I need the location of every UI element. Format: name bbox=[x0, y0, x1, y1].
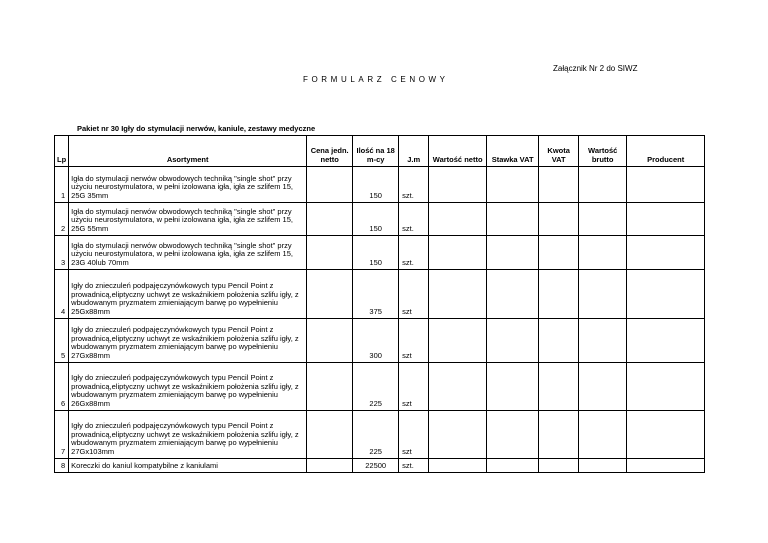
row-vat-rate bbox=[487, 411, 539, 459]
row-unit: szt bbox=[399, 270, 429, 319]
row-gross-value bbox=[579, 319, 627, 363]
row-vat-rate bbox=[487, 203, 539, 236]
row-gross-value bbox=[579, 411, 627, 459]
row-vat-rate bbox=[487, 319, 539, 363]
row-lp: 4 bbox=[55, 270, 69, 319]
row-gross-value bbox=[579, 363, 627, 411]
row-net-value bbox=[429, 319, 487, 363]
row-price bbox=[307, 167, 353, 203]
row-unit: szt bbox=[399, 363, 429, 411]
table-row bbox=[55, 363, 705, 411]
table-row bbox=[55, 270, 705, 319]
row-price bbox=[307, 203, 353, 236]
table-header-row bbox=[55, 136, 705, 167]
row-qty: 225 bbox=[353, 411, 399, 459]
row-desc: Igła do stymulacji nerwów obwodowych techniką "single shot" przy użyciu neurostymulatora, w pełni izolowana igła, igła ze szlifem 15, 23G 40lub 70mm bbox=[69, 236, 307, 270]
row-gross-value bbox=[579, 203, 627, 236]
row-qty: 300 bbox=[353, 319, 399, 363]
row-qty: 225 bbox=[353, 363, 399, 411]
table-row bbox=[55, 236, 705, 270]
row-price bbox=[307, 411, 353, 459]
row-desc: Igła do stymulacji nerwów obwodowych techniką "single shot" przy użyciu neurostymulatora, w pełni izolowana igła, igła ze szlifem 15, 25G 35mm bbox=[69, 167, 307, 203]
row-unit: szt. bbox=[399, 459, 429, 473]
row-qty: 150 bbox=[353, 203, 399, 236]
row-unit: szt bbox=[399, 411, 429, 459]
row-net-value bbox=[429, 459, 487, 473]
row-vat-amount bbox=[539, 167, 579, 203]
row-unit: szt. bbox=[399, 167, 429, 203]
row-producer bbox=[627, 270, 705, 319]
table-row bbox=[55, 319, 705, 363]
row-qty: 150 bbox=[353, 236, 399, 270]
table-row bbox=[55, 203, 705, 236]
row-vat-amount bbox=[539, 459, 579, 473]
row-lp: 8 bbox=[55, 459, 69, 473]
row-net-value bbox=[429, 203, 487, 236]
row-vat-amount bbox=[539, 411, 579, 459]
col-wartosc-netto: Wartość netto bbox=[429, 136, 487, 167]
row-gross-value bbox=[579, 270, 627, 319]
row-desc: Igły do znieczuleń podpajęczynówkowych typu Pencil Point z prowadnicą,eliptyczny uchwyt ze wskaźnikiem położenia szlifu igły, z wbudowanym pryzmatem zmieniającym barwę po wypełnieniu 27Gx88mm bbox=[69, 319, 307, 363]
row-producer bbox=[627, 363, 705, 411]
row-unit: szt. bbox=[399, 203, 429, 236]
row-price bbox=[307, 319, 353, 363]
row-unit: szt bbox=[399, 319, 429, 363]
row-vat-rate bbox=[487, 270, 539, 319]
col-cena: Cena jedn. netto bbox=[307, 136, 353, 167]
table-row bbox=[55, 459, 705, 473]
table-row bbox=[55, 167, 705, 203]
annex-label: Załącznik Nr 2 do SIWZ bbox=[553, 64, 638, 73]
row-desc: Koreczki do kaniul kompatybilne z kaniulami bbox=[69, 459, 307, 473]
row-qty: 375 bbox=[353, 270, 399, 319]
row-producer bbox=[627, 319, 705, 363]
row-net-value bbox=[429, 167, 487, 203]
col-producent: Producent bbox=[627, 136, 705, 167]
table-row bbox=[55, 411, 705, 459]
row-vat-rate bbox=[487, 236, 539, 270]
row-lp: 6 bbox=[55, 363, 69, 411]
row-lp: 5 bbox=[55, 319, 69, 363]
row-vat-rate bbox=[487, 459, 539, 473]
col-jm: J.m bbox=[399, 136, 429, 167]
row-vat-amount bbox=[539, 236, 579, 270]
row-producer bbox=[627, 167, 705, 203]
col-ilosc: Ilość na 18 m-cy bbox=[353, 136, 399, 167]
row-lp: 1 bbox=[55, 167, 69, 203]
row-net-value bbox=[429, 236, 487, 270]
row-producer bbox=[627, 459, 705, 473]
row-producer bbox=[627, 236, 705, 270]
package-title: Pakiet nr 30 Igły do stymulacji nerwów, kaniule, zestawy medyczne bbox=[77, 124, 316, 133]
row-desc: Igły do znieczuleń podpajęczynówkowych typu Pencil Point z prowadnicą,eliptyczny uchwyt ze wskaźnikiem położenia szlifu igły, z wbudowanym pryzmatem zmieniającym barwę po wypełnieniu 26Gx88mm bbox=[69, 363, 307, 411]
row-net-value bbox=[429, 411, 487, 459]
row-price bbox=[307, 270, 353, 319]
row-producer bbox=[627, 203, 705, 236]
row-desc: Igły do znieczuleń podpajęczynówkowych typu Pencil Point z prowadnicą,eliptyczny uchwyt ze wskaźnikiem położenia szlifu igły, z wbudowanym pryzmatem zmieniającym barwę po wypełnieniu 27Gx103mm bbox=[69, 411, 307, 459]
row-vat-amount bbox=[539, 270, 579, 319]
col-lp: Lp bbox=[55, 136, 69, 167]
form-title: FORMULARZ CENOWY bbox=[303, 75, 449, 84]
row-qty: 22500 bbox=[353, 459, 399, 473]
row-qty: 150 bbox=[353, 167, 399, 203]
row-price bbox=[307, 236, 353, 270]
row-vat-amount bbox=[539, 363, 579, 411]
row-gross-value bbox=[579, 167, 627, 203]
price-table bbox=[54, 135, 705, 473]
row-gross-value bbox=[579, 459, 627, 473]
col-stawka: Stawka VAT bbox=[487, 136, 539, 167]
row-gross-value bbox=[579, 236, 627, 270]
row-price bbox=[307, 363, 353, 411]
row-lp: 3 bbox=[55, 236, 69, 270]
row-vat-rate bbox=[487, 167, 539, 203]
col-asortyment: Asortyment bbox=[69, 136, 307, 167]
row-producer bbox=[627, 411, 705, 459]
row-lp: 7 bbox=[55, 411, 69, 459]
row-vat-amount bbox=[539, 203, 579, 236]
col-wartosc-brutto: Wartość brutto bbox=[579, 136, 627, 167]
row-vat-rate bbox=[487, 363, 539, 411]
col-kwota-vat: Kwota VAT bbox=[539, 136, 579, 167]
row-desc: Igła do stymulacji nerwów obwodowych techniką "single shot" przy użyciu neurostymulatora, w pełni izolowana igła, igła ze szlifem 15, 25G 55mm bbox=[69, 203, 307, 236]
row-lp: 2 bbox=[55, 203, 69, 236]
row-net-value bbox=[429, 363, 487, 411]
row-vat-amount bbox=[539, 319, 579, 363]
row-unit: szt. bbox=[399, 236, 429, 270]
row-desc: Igły do znieczuleń podpajęczynówkowych typu Pencil Point z prowadnicą,eliptyczny uchwyt ze wskaźnikiem położenia szlifu igły, z wbudowanym pryzmatem zmieniającym barwę po wypełnieniu 25Gx88mm bbox=[69, 270, 307, 319]
row-price bbox=[307, 459, 353, 473]
row-net-value bbox=[429, 270, 487, 319]
